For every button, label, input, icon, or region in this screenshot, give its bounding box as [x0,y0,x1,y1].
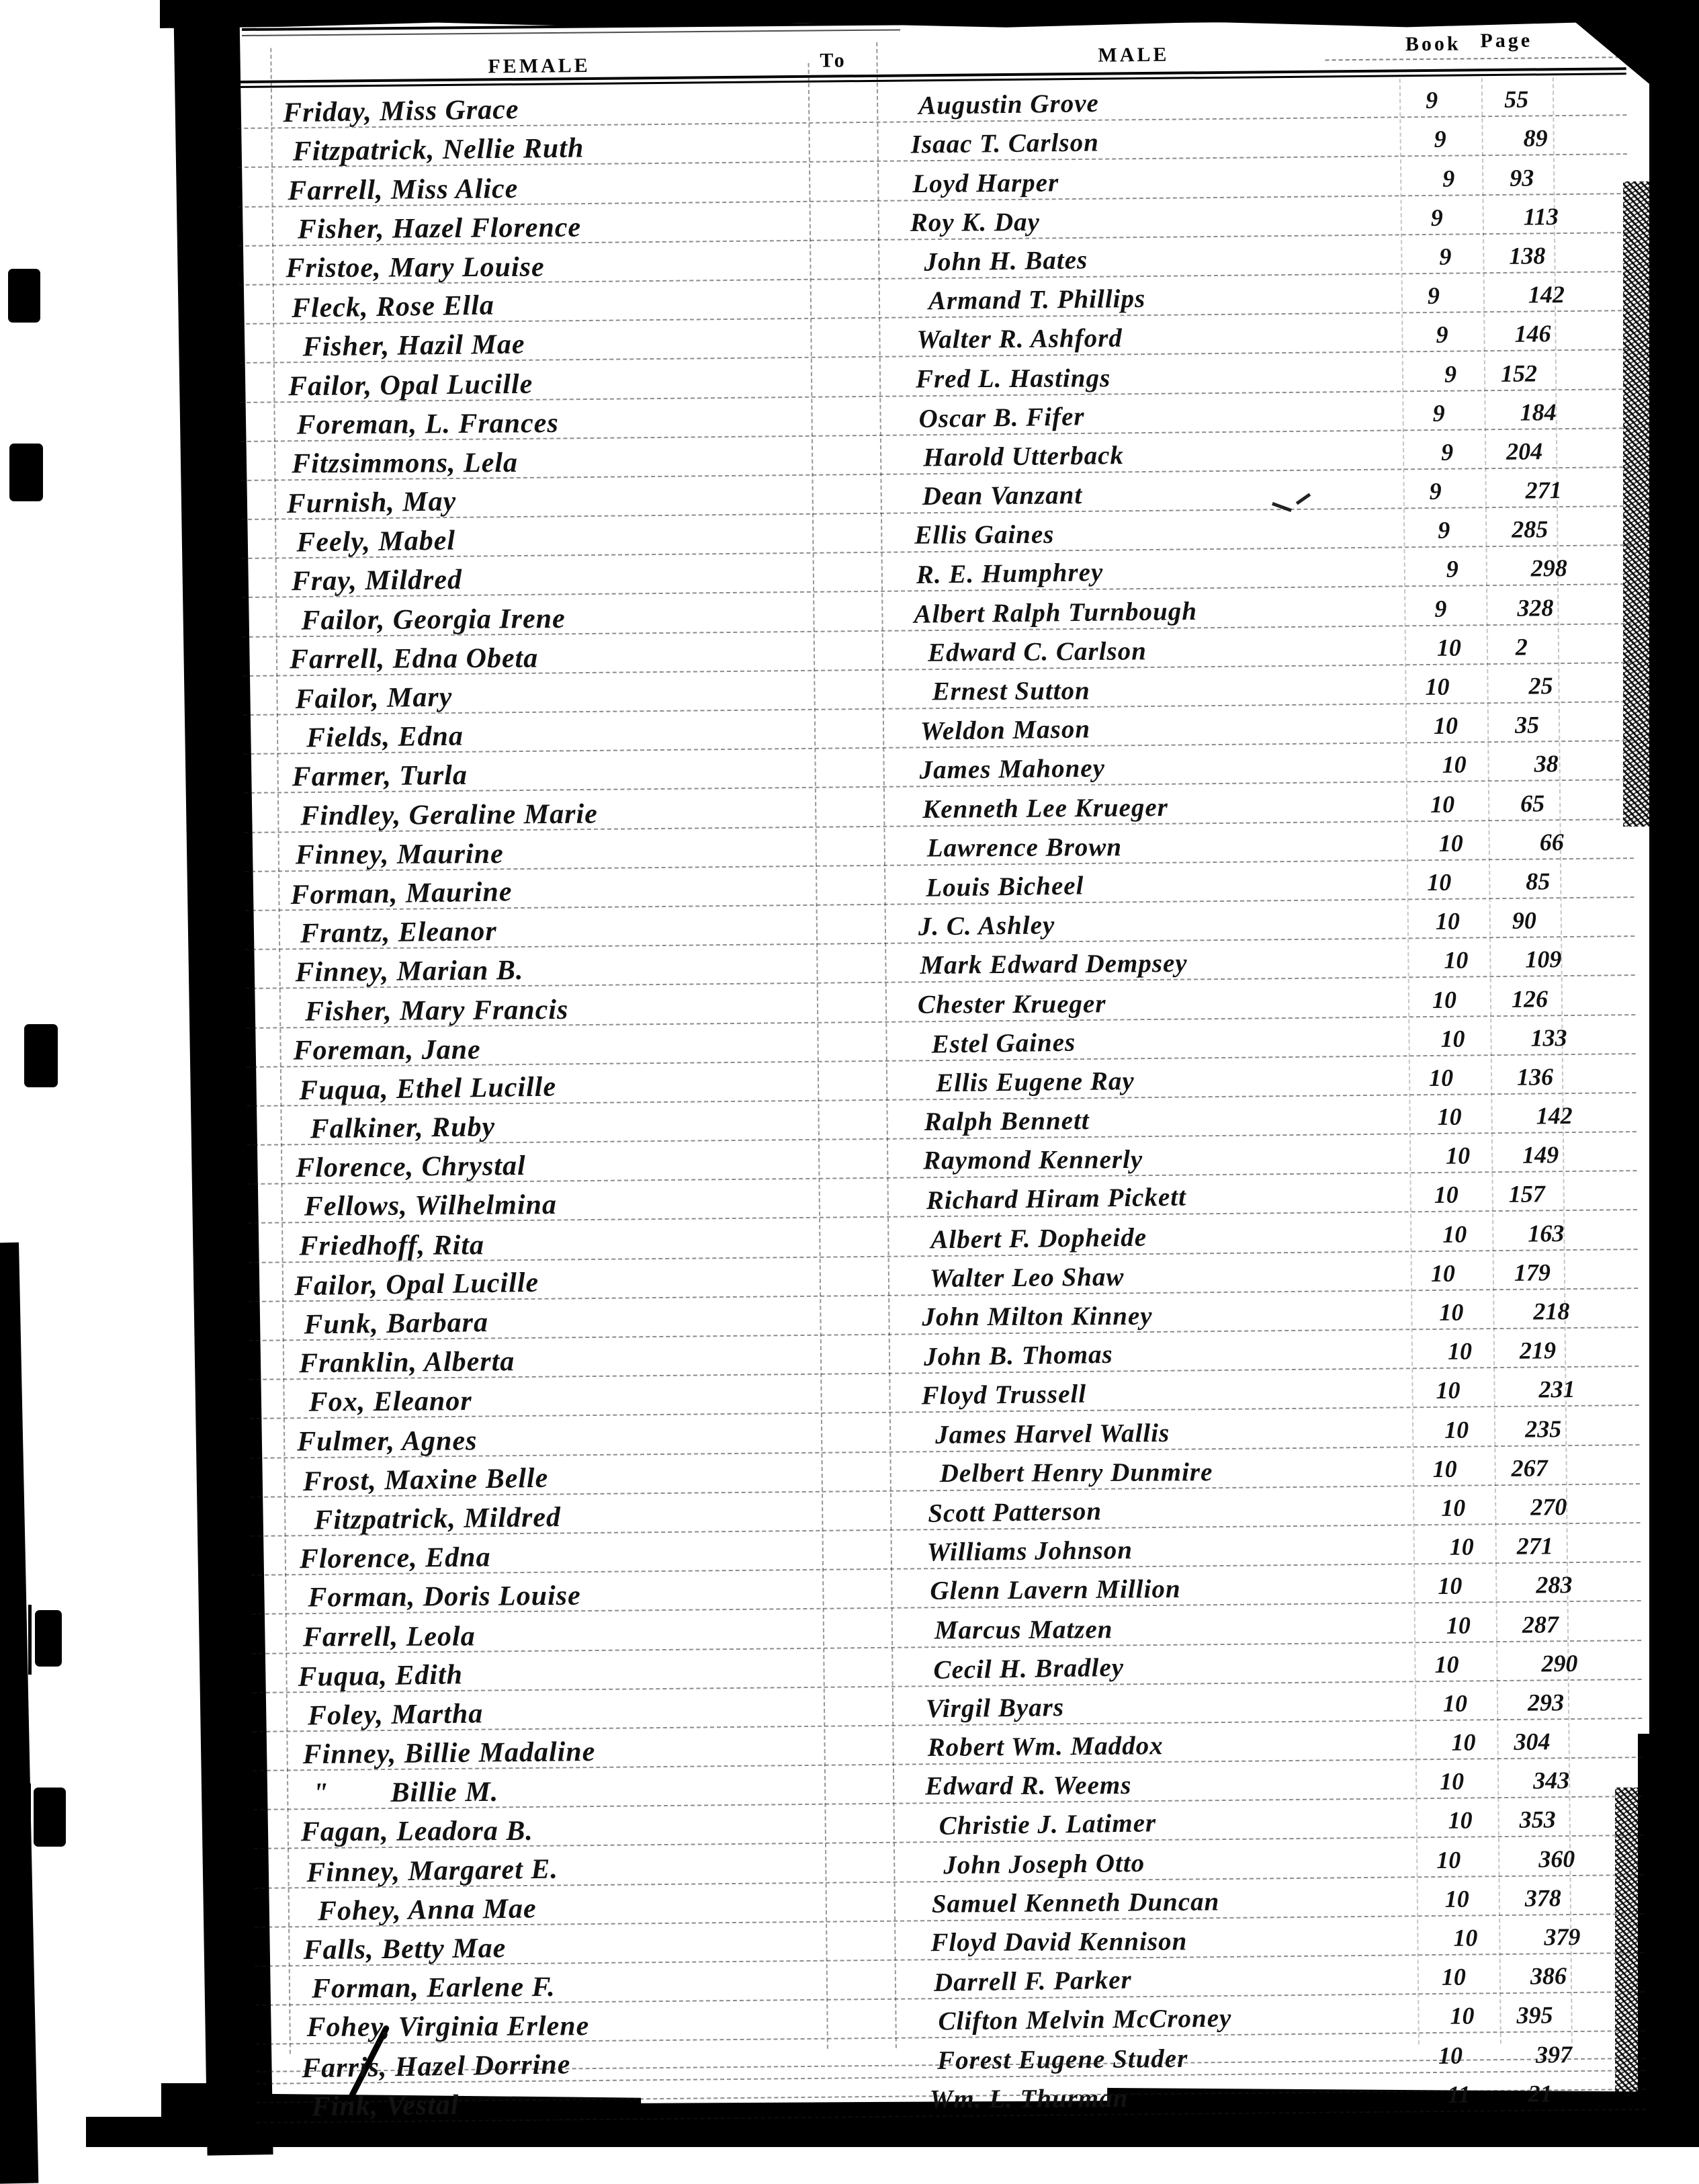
book-number: 10 [1436,634,1462,661]
male-name: Cecil H. Bradley [933,1652,1125,1685]
male-name: Albert Ralph Turnbough [914,596,1198,629]
female-name: Fleck, Rose Ella [291,290,495,325]
page-number: 379 [1544,1923,1581,1951]
female-name: Fink, Vestal [311,2089,460,2123]
female-name: Fox, Eleanor [308,1386,472,1419]
page-number: 136 [1516,1063,1554,1091]
female-name: Forman, Earlene F. [311,1972,556,2005]
page-number: 85 [1526,868,1551,895]
female-name: Frost, Maxine Belle [302,1462,549,1497]
page-number: 204 [1506,437,1543,465]
page-number: 397 [1535,2040,1573,2068]
page-number: 328 [1517,593,1554,622]
page-number: 21 [1528,2080,1553,2107]
male-name: Raymond Kennerly [923,1145,1143,1175]
page-number: 65 [1520,789,1545,817]
female-name: Franklin, Alberta [298,1346,515,1380]
page-number: 179 [1514,1259,1551,1286]
scan-edge-bottom-ragged [161,2083,269,2147]
female-name: Fitzpatrick, Mildred [314,1501,562,1536]
book-number: 9 [1439,243,1452,270]
female-name: Foreman, Jane [293,1034,481,1066]
book-number: 10 [1441,1963,1467,1991]
page-number: 231 [1538,1376,1575,1403]
book-number: 10 [1430,1259,1456,1287]
male-name: John B. Thomas [923,1340,1113,1372]
book-number: 10 [1442,1220,1467,1248]
male-name: Floyd David Kennison [930,1927,1188,1958]
female-name: Forman, Doris Louise [308,1581,581,1613]
page-number: 133 [1530,1023,1567,1052]
book-number: 9 [1440,438,1454,466]
book-number: 10 [1448,1806,1473,1835]
book-number: 10 [1434,1650,1459,1678]
male-name: Samuel Kenneth Duncan [931,1887,1220,1919]
female-name: Feely, Mabel [296,525,456,558]
male-name: Lawrence Brown [926,832,1123,863]
female-name: Frantz, Eleanor [300,916,497,950]
female-name: Failor, Opal Lucille [288,368,533,402]
male-name: R. E. Humphrey [916,558,1104,590]
book-number: 10 [1445,1142,1471,1170]
male-name: Robert Wm. Maddox [927,1731,1164,1763]
female-name: Fohey, Virginia Erlene [306,2011,590,2044]
page-number: 219 [1519,1337,1557,1364]
page-number: 146 [1514,320,1551,348]
male-name: Ernest Sutton [932,676,1090,706]
hole-punch-mark [8,269,40,323]
female-name: Fuqua, Edith [298,1658,464,1693]
book-number: 10 [1425,673,1450,701]
female-name: Fohey, Anna Mae [317,1893,537,1927]
page-number: 271 [1516,1532,1553,1560]
column-header-book: Book [1405,32,1461,56]
page-number: 138 [1509,242,1546,269]
column-header-to: To [820,49,847,72]
female-name: Falkiner, Ruby [310,1111,496,1145]
hole-punch-mark [24,1024,58,1087]
female-name: Findley, Geraline Marie [300,798,599,832]
page-number: 378 [1524,1884,1561,1912]
book-number: 10 [1447,1337,1473,1365]
page-number: 109 [1525,946,1562,973]
page-number: 93 [1510,164,1534,192]
hole-punch-streak [28,1605,32,1675]
female-name: Fristoe, Mary Louise [286,251,545,284]
male-name: Christie J. Latimer [939,1808,1157,1841]
male-name: Edward C. Carlson [927,636,1147,667]
female-name: Furnish, May [286,486,457,520]
hole-punch-streak [27,1783,31,1859]
book-number: 9 [1446,556,1459,583]
book-number: 10 [1438,2042,1463,2069]
page-number: 152 [1500,359,1538,387]
female-name: Fulmer, Agnes [297,1425,478,1458]
female-name: Fisher, Hazel Florence [297,212,582,245]
female-name: Farrell, Edna Obeta [289,642,539,675]
female-name: Fellows, Wilhelmina [304,1189,558,1223]
female-name: Forman, Maurine [290,876,513,911]
column-header-female: FEMALE [488,54,591,78]
book-number: 10 [1441,1494,1466,1521]
book-number: 10 [1442,751,1467,779]
page-number: 343 [1532,1767,1570,1794]
male-name: Walter Leo Shaw [929,1262,1125,1293]
column-header-male: MALE [1098,43,1170,67]
female-name: Failor, Opal Lucille [294,1267,539,1302]
book-number: 10 [1433,712,1458,740]
male-name: Dean Vanzant [922,480,1083,511]
female-name: Finney, Marian B. [295,955,524,989]
male-name: Scott Patterson [927,1497,1102,1528]
book-number: 10 [1444,1885,1469,1913]
book-number: 10 [1434,1181,1458,1209]
male-name: J. C. Ashley [918,911,1055,941]
male-name: John H. Bates [924,245,1088,277]
male-name: Isaac T. Carlson [910,128,1099,159]
book-number: 9 [1430,204,1443,231]
book-number: 9 [1436,321,1448,349]
male-name: Kenneth Lee Krueger [922,792,1169,824]
male-name: Glenn Lavern Million [930,1574,1181,1606]
page-number: 235 [1524,1415,1562,1443]
male-name: Chester Krueger [917,989,1106,1019]
book-number: 10 [1444,946,1469,974]
female-name: Farrell, Leola [302,1620,476,1652]
male-name: Augustin Grove [918,89,1100,121]
female-name: Friedhoff, Rita [299,1229,485,1262]
male-name: Loyd Harper [912,167,1059,198]
female-name: Farmer, Turla [292,760,468,793]
male-name: Harold Utterback [922,440,1125,472]
page-number: 113 [1523,202,1559,230]
page-number: 285 [1512,515,1549,544]
book-number: 11 [1447,2081,1471,2108]
female-name: Friday, Miss Grace [282,94,519,129]
male-name: John Joseph Otto [943,1848,1145,1880]
page-number: 353 [1519,1806,1556,1834]
female-name: Foreman, L. Frances [296,407,559,441]
female-name: Florence, Chrystal [296,1150,526,1184]
female-name: Fisher, Mary Francis [304,994,569,1027]
male-name: Ellis Gaines [914,520,1055,550]
page-number: 2 [1515,633,1528,661]
page-number: 290 [1541,1649,1578,1677]
page-number: 38 [1534,750,1559,778]
page-number: 298 [1530,554,1567,582]
marriage-index-table [236,15,1646,2132]
book-number: 9 [1427,282,1440,310]
book-number: 10 [1437,1103,1462,1130]
book-number: 10 [1440,1025,1465,1052]
page-number: 89 [1523,124,1548,152]
female-name: Falls, Betty Mae [303,1933,507,1966]
male-name: Wm. L. Thurman [929,2083,1129,2114]
male-name: Mark Edward Dempsey [920,949,1188,980]
female-name: Fray, Mildred [291,564,463,597]
book-number: 10 [1450,2002,1475,2030]
male-name: Marcus Matzen [934,1614,1113,1645]
page-number: 218 [1533,1298,1570,1325]
page-number: 157 [1508,1180,1545,1208]
page-number: 287 [1522,1610,1559,1638]
hole-punch-mark [35,1610,62,1667]
column-header-page: Page [1480,29,1533,52]
female-name: Funk, Barbara [304,1307,489,1341]
book-number: 9 [1432,399,1445,427]
page-number: 55 [1504,85,1529,114]
book-number: 10 [1435,907,1461,935]
book-number: 9 [1434,595,1447,622]
book-number: 10 [1442,1689,1468,1717]
book-number: 10 [1432,986,1457,1013]
page-number: 149 [1522,1141,1559,1169]
page-number: 283 [1536,1571,1573,1599]
book-number: 10 [1428,1064,1454,1091]
male-name: Williams Johnson [926,1536,1133,1567]
records [237,77,1646,2123]
book-number: 10 [1427,868,1452,896]
male-name: James Mahoney [919,753,1106,785]
page-number: 35 [1514,711,1540,739]
book-number: 9 [1429,477,1442,505]
page-number: 25 [1528,672,1553,700]
page-number: 163 [1528,1219,1565,1247]
male-name: Albert F. Dopheide [930,1222,1147,1255]
page-number: 293 [1527,1689,1565,1716]
book-number: 10 [1451,1728,1476,1756]
male-name: Fred L. Hastings [915,363,1111,394]
page-number: 66 [1539,828,1564,856]
male-name: Virgil Byars [925,1693,1065,1724]
book-number: 10 [1439,1298,1464,1326]
male-name: Roy K. Day [910,207,1040,237]
hole-punch-mark [34,1788,66,1847]
male-name: Louis Bicheel [926,871,1084,902]
male-name: Estel Gaines [931,1027,1076,1059]
male-name: James Harvel Wallis [934,1418,1170,1450]
page-number: 386 [1530,1962,1567,1990]
book-number: 10 [1449,1533,1474,1560]
book-number: 10 [1453,1924,1478,1951]
female-name: Foley, Martha [307,1698,484,1732]
male-name: Clifton Melvin McCroney [938,2003,1232,2036]
page-number: 142 [1536,1102,1573,1130]
page-number: 126 [1511,984,1549,1013]
female-name: Fields, Edna [306,720,464,754]
header-underline-dash [1325,56,1626,60]
male-name: Forest Eugene Studer [936,2044,1188,2075]
page-number: 395 [1516,2001,1553,2029]
book-number: 10 [1438,1572,1463,1600]
male-name: Edward R. Weems [925,1771,1132,1801]
male-name: Richard Hiram Pickett [926,1183,1187,1216]
female-name: Finney, Margaret E. [306,1853,559,1888]
female-name: Fitzsimmons, Lela [292,447,519,480]
page-number: 304 [1514,1728,1551,1755]
female-name: Finney, Maurine [295,838,504,871]
female-name: Farrell, Miss Alice [288,173,519,206]
female-name: Fitzpatrick, Nellie Ruth [292,132,584,168]
male-name: Walter R. Ashford [916,323,1123,355]
book-number: 10 [1436,1846,1461,1874]
female-name: " Billie M. [312,1776,499,1809]
male-name: Delbert Henry Dunmire [939,1457,1213,1488]
female-name: Finney, Billie Madaline [302,1736,596,1771]
female-name: Failor, Mary [295,681,453,715]
page-number: 142 [1528,281,1565,308]
female-name: Florence, Edna [299,1542,491,1575]
book-number: 10 [1430,790,1455,818]
book-number: 10 [1436,1376,1461,1404]
book-number: 10 [1438,829,1463,857]
female-name: Failor, Georgia Irene [301,603,566,636]
book-number: 10 [1439,1767,1465,1796]
page-number: 360 [1538,1845,1575,1873]
male-name: Ralph Bennett [924,1106,1090,1137]
page-number: 270 [1530,1493,1567,1521]
scan-edge-left-lower [0,1243,38,2184]
book-number: 10 [1446,1611,1471,1639]
female-name: Farris, Hazel Dorrine [301,2048,571,2084]
book-number: 9 [1425,87,1438,114]
male-name: Weldon Mason [920,714,1091,747]
female-name: Fagan, Leadora B. [300,1816,533,1848]
female-name: Fuqua, Ethel Lucille [298,1071,557,1107]
page-number: 271 [1525,476,1562,504]
book-number: 9 [1438,516,1450,544]
book-number: 10 [1432,1455,1457,1482]
male-name: Floyd Trussell [921,1380,1087,1411]
hole-punch-mark [9,444,43,501]
male-name: Armand T. Phillips [928,284,1146,316]
book-number: 9 [1444,360,1457,388]
book-number: 9 [1434,126,1446,153]
page-number: 267 [1511,1454,1548,1482]
page-number: 90 [1512,907,1537,934]
page-number: 184 [1520,398,1557,426]
female-name: Fisher, Hazil Mae [302,329,525,363]
male-name: Oscar B. Fifer [918,402,1085,433]
male-name: John Milton Kinney [922,1301,1153,1332]
male-name: Darrell F. Parker [933,1965,1132,1998]
male-name: Ellis Eugene Ray [935,1066,1135,1098]
book-number: 9 [1442,165,1455,192]
book-number: 10 [1444,1416,1469,1443]
